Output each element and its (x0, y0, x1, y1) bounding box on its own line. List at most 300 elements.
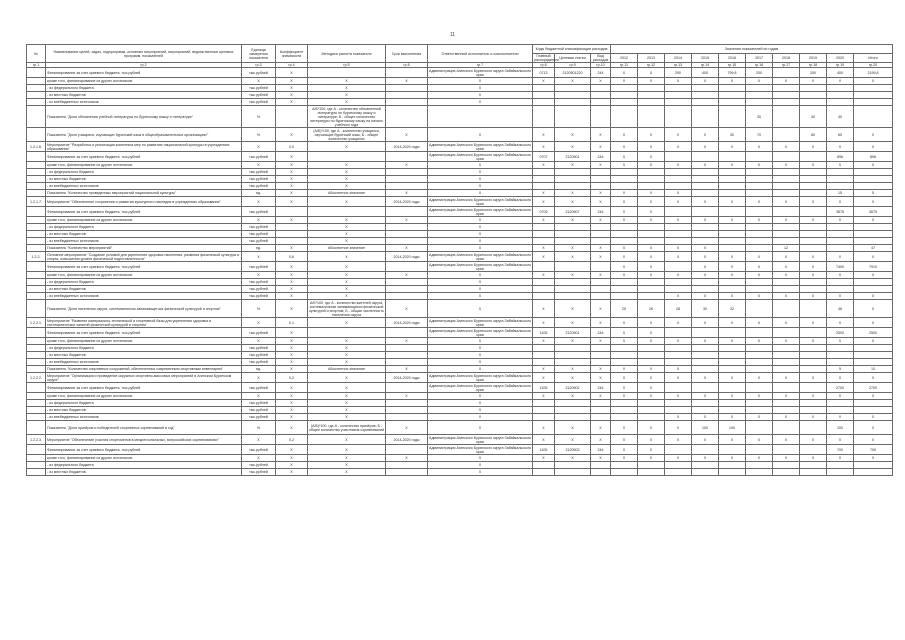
row-year-value: 32 (719, 300, 746, 318)
row-csr-code: X (555, 366, 591, 373)
row-deadline (386, 224, 428, 231)
column-number: гр.8 (533, 63, 555, 68)
row-executor: X (428, 78, 533, 85)
row-number (27, 231, 46, 238)
row-year-value (773, 128, 800, 142)
row-deadline: X (386, 128, 428, 142)
row-name: Мероприятие "Обеспечение сохранения и развития культурного наследия в учреждениях образования" (46, 197, 242, 207)
row-method: Абсолютное значение (308, 190, 386, 197)
row-year-value: X (827, 78, 854, 85)
row-csr-code: 2120503 (555, 445, 591, 455)
row-name: - из внебюджетных источников (46, 238, 242, 245)
row-year-value (800, 231, 827, 238)
row-year-value (746, 169, 773, 176)
row-year-value (746, 366, 773, 373)
row-year-value (773, 207, 800, 217)
row-year-value (827, 462, 854, 469)
row-name: Показатель "Доля призёров и победителей спортивных соревнований в год" (46, 421, 242, 435)
row-total-value (854, 231, 893, 238)
row-number (27, 217, 46, 224)
row-year-value: 896 (827, 152, 854, 162)
row-unit: тыс.рублей (242, 231, 276, 238)
row-year-value: X (611, 78, 638, 85)
column-number: гр.12 (638, 63, 665, 68)
row-method: X (308, 162, 386, 169)
row-year-value (611, 92, 638, 99)
row-unit: тыс.рублей (242, 279, 276, 286)
row-year-value (827, 238, 854, 245)
row-year-value (827, 279, 854, 286)
row-year-value (746, 462, 773, 469)
row-year-value: X (665, 393, 692, 400)
row-year-value: 0 (773, 262, 800, 272)
row-executor: Администрация Агинского Бурятского округа Забайкальского края (429, 207, 531, 216)
row-csr-code (555, 352, 591, 359)
row-vr-code (591, 407, 611, 414)
row-ppp-code (533, 469, 555, 476)
row-year-value: 0 (692, 414, 719, 421)
row-coefficient: X (276, 407, 308, 414)
row-vr-code (591, 414, 611, 421)
row-coefficient: X (276, 462, 308, 469)
table-row (27, 207, 893, 217)
row-coefficient: X (276, 152, 308, 162)
row-year-value: 200 (746, 68, 773, 78)
row-year-value (692, 383, 719, 393)
row-year-value: X (638, 455, 665, 462)
header-year: 2012 (611, 54, 638, 63)
row-year-value (773, 400, 800, 407)
table-row (27, 92, 893, 99)
row-deadline (386, 183, 428, 190)
row-deadline: X (386, 393, 428, 400)
row-csr-code: 2120501 (555, 328, 591, 338)
row-deadline: X (386, 366, 428, 373)
column-number: гр.9 (555, 63, 591, 68)
row-total-value: X (854, 393, 893, 400)
row-coefficient: X (276, 162, 308, 169)
row-deadline: X (386, 190, 428, 197)
row-deadline (386, 68, 428, 78)
row-year-value (746, 92, 773, 99)
row-deadline (386, 414, 428, 421)
row-unit: тыс.рублей (242, 352, 276, 359)
row-executor: Администрация Агинского Бурятского округа Забайкальского края (429, 328, 531, 337)
row-year-value (638, 400, 665, 407)
row-year-value: X (773, 435, 800, 445)
header-year: 2018 (773, 54, 800, 63)
row-year-value: X (665, 252, 692, 262)
row-vr-code: X (591, 366, 611, 373)
row-total-value: 2500 (854, 328, 893, 338)
table-row (27, 445, 893, 455)
row-name: кроме того, финансирование из других источников: (46, 455, 242, 462)
row-name: Финансирование за счет краевого бюджета, тыс.рублей (46, 152, 242, 162)
row-number (27, 262, 46, 272)
row-csr-code (555, 462, 591, 469)
row-year-value (611, 183, 638, 190)
row-unit: тыс.рублей (242, 238, 276, 245)
row-year-value (692, 400, 719, 407)
row-year-value: X (719, 338, 746, 345)
row-name: Финансирование за счет краевого бюджета, тыс.рублей (46, 328, 242, 338)
row-year-value (746, 359, 773, 366)
row-year-value (773, 445, 800, 455)
row-total-value (854, 85, 893, 92)
row-year-value: X (638, 445, 665, 455)
row-csr-code: X (555, 190, 591, 197)
row-unit: % (242, 128, 276, 142)
row-year-value: 100 (827, 421, 854, 435)
row-csr-code: X (555, 197, 591, 207)
row-year-value (719, 345, 746, 352)
row-vr-code: X (591, 217, 611, 224)
row-year-value (638, 462, 665, 469)
row-method: X (308, 469, 386, 476)
row-year-value (746, 352, 773, 359)
header-coef: Коэффициент значимости (276, 45, 308, 63)
row-year-value (638, 183, 665, 190)
row-year-value: X (746, 318, 773, 328)
row-year-value: X (638, 68, 665, 78)
row-year-value (746, 286, 773, 293)
row-vr-code: X (591, 197, 611, 207)
table-row (27, 99, 893, 106)
row-year-value: X (692, 78, 719, 85)
row-deadline (386, 279, 428, 286)
row-total-value: X (854, 455, 893, 462)
row-coefficient: X (276, 245, 308, 252)
row-year-value (665, 92, 692, 99)
row-number (27, 224, 46, 231)
row-number (27, 383, 46, 393)
row-name: - из местных бюджетов (46, 176, 242, 183)
row-year-value: X (746, 197, 773, 207)
row-year-value (692, 207, 719, 217)
row-method (308, 207, 386, 217)
row-executor: Администрация Агинского Бурятского округа Забайкальского края (429, 445, 531, 454)
row-year-value: 0 (827, 414, 854, 421)
table-row (27, 400, 893, 407)
row-year-value (692, 279, 719, 286)
row-deadline (386, 262, 428, 272)
row-year-value: X (827, 142, 854, 152)
row-year-value (719, 169, 746, 176)
row-year-value (719, 407, 746, 414)
row-number (27, 183, 46, 190)
row-method: X (308, 352, 386, 359)
row-year-value: X (638, 207, 665, 217)
row-year-value: 100 (719, 421, 746, 435)
row-executor: X (428, 279, 533, 286)
row-year-value (611, 359, 638, 366)
row-year-value (746, 469, 773, 476)
row-year-value: 400 (692, 68, 719, 78)
row-ppp-code: X (533, 338, 555, 345)
row-year-value (611, 169, 638, 176)
row-year-value: X (611, 68, 638, 78)
row-number (27, 279, 46, 286)
row-csr-code (555, 106, 591, 128)
row-coefficient: X (276, 293, 308, 300)
row-vr-code: X (591, 300, 611, 318)
row-name: Показатель "Доля учащихся, изучающих бурятский язык в общеобразовательных организациях" (46, 128, 242, 142)
row-year-value (827, 224, 854, 231)
row-year-value: X (719, 318, 746, 328)
row-year-value (773, 328, 800, 338)
table-row (27, 455, 893, 462)
row-year-value: X (611, 262, 638, 272)
row-year-value: X (611, 272, 638, 279)
row-csr-code (555, 345, 591, 352)
table-row (27, 345, 893, 352)
row-unit: тыс.рублей (242, 224, 276, 231)
row-year-value: X (746, 78, 773, 85)
row-year-value: 70 (746, 128, 773, 142)
row-coefficient: X (276, 400, 308, 407)
row-year-value (638, 224, 665, 231)
row-number (27, 393, 46, 400)
row-year-value: X (746, 217, 773, 224)
row-csr-code: X (555, 393, 591, 400)
row-year-value (827, 169, 854, 176)
row-year-value (665, 224, 692, 231)
row-total-value: X (854, 197, 893, 207)
row-year-value: 30 (746, 106, 773, 128)
row-ppp-code: X (533, 455, 555, 462)
row-vr-code: X (591, 373, 611, 383)
row-year-value (719, 366, 746, 373)
row-executor: X (428, 128, 533, 142)
row-year-value: 5 (827, 366, 854, 373)
row-year-value (773, 407, 800, 414)
row-coefficient: X (276, 366, 308, 373)
header-year: 2017 (746, 54, 773, 63)
row-vr-code: X (591, 128, 611, 142)
row-vr-code (591, 469, 611, 476)
row-year-value: X (773, 252, 800, 262)
row-year-value (638, 176, 665, 183)
row-executor: X (428, 245, 533, 252)
row-year-value (773, 421, 800, 435)
row-year-value (719, 85, 746, 92)
row-total-value (854, 469, 893, 476)
row-csr-code: X (555, 300, 591, 318)
row-year-value: 200 (800, 68, 827, 78)
row-number (27, 414, 46, 421)
row-coefficient: 0,2 (276, 373, 308, 383)
row-deadline (386, 85, 428, 92)
row-method: X (308, 383, 386, 393)
table-row (27, 414, 893, 421)
row-year-value: X (746, 162, 773, 169)
row-year-value (800, 238, 827, 245)
row-unit: X (242, 373, 276, 383)
row-year-value (800, 400, 827, 407)
row-year-value (665, 359, 692, 366)
row-deadline: X (386, 162, 428, 169)
row-year-value (638, 169, 665, 176)
row-method: X (308, 286, 386, 293)
row-deadline (386, 106, 428, 128)
row-coefficient: X (276, 197, 308, 207)
row-total-value: 2199,8 (854, 68, 893, 78)
row-ppp-code: X (533, 272, 555, 279)
row-year-value (719, 238, 746, 245)
row-unit: ед. (242, 190, 276, 197)
row-method: X (308, 99, 386, 106)
row-coefficient: X (276, 78, 308, 85)
row-year-value: X (611, 366, 638, 373)
row-name: Показатель "Доля населения округа, систематически занимающегося физической культурой и спортом" (46, 300, 242, 318)
row-unit: X (242, 78, 276, 85)
column-number: гр.4 (276, 63, 308, 68)
column-number: гр.14 (692, 63, 719, 68)
row-year-value: X (611, 252, 638, 262)
row-ppp-code (533, 169, 555, 176)
row-vr-code (591, 231, 611, 238)
column-number: гр.3 (242, 63, 276, 68)
row-method: Абсолютное значение (308, 245, 386, 252)
row-year-value (746, 207, 773, 217)
row-csr-code: X (555, 455, 591, 462)
row-number (27, 272, 46, 279)
row-year-value (746, 300, 773, 318)
row-coefficient: X (276, 99, 308, 106)
row-year-value: X (827, 217, 854, 224)
row-coefficient: 0,1 (276, 318, 308, 328)
row-ppp-code: X (533, 245, 555, 252)
row-year-value: X (611, 217, 638, 224)
row-deadline (386, 352, 428, 359)
row-name: Мероприятие "Организация и проведение окружных спортивно-массовых мероприятий в Агинском Бурятском округе" (46, 373, 242, 383)
row-unit: тыс.рублей (242, 383, 276, 393)
row-coefficient: X (276, 217, 308, 224)
row-method: X (308, 435, 386, 445)
row-number: 1.2.2. (27, 252, 46, 262)
row-unit: тыс.рублей (242, 445, 276, 455)
row-year-value (665, 279, 692, 286)
row-year-value (611, 238, 638, 245)
row-year-value (773, 106, 800, 128)
row-vr-code (591, 99, 611, 106)
row-coefficient: X (276, 414, 308, 421)
row-coefficient: X (276, 359, 308, 366)
row-year-value: X (719, 78, 746, 85)
row-unit: тыс.рублей (242, 414, 276, 421)
row-year-value (746, 152, 773, 162)
row-year-value: X (692, 217, 719, 224)
table-row (27, 245, 893, 252)
column-number: гр.11 (611, 63, 638, 68)
row-year-value (800, 300, 827, 318)
row-vr-code: X (591, 162, 611, 169)
row-total-value: 7910 (854, 262, 893, 272)
row-vr-code (591, 106, 611, 128)
row-year-value (692, 469, 719, 476)
row-unit: тыс.рублей (242, 359, 276, 366)
row-coefficient: X (276, 300, 308, 318)
row-coefficient (276, 231, 308, 238)
row-year-value: X (827, 252, 854, 262)
row-year-value (800, 445, 827, 455)
row-year-value: 100 (692, 421, 719, 435)
row-year-value: X (692, 162, 719, 169)
row-executor: X (428, 176, 533, 183)
row-total-value (854, 462, 893, 469)
row-year-value: X (719, 162, 746, 169)
row-year-value: X (827, 162, 854, 169)
row-year-value (746, 183, 773, 190)
row-method: X (308, 407, 386, 414)
row-unit: тыс.рублей (242, 68, 276, 78)
table-row (27, 85, 893, 92)
row-year-value: X (611, 383, 638, 393)
row-method: X (308, 462, 386, 469)
row-executor: Администрация Агинского Бурятского округа Забайкальского края (429, 68, 531, 77)
row-year-value (611, 345, 638, 352)
row-year-value: X (638, 393, 665, 400)
row-number (27, 421, 46, 435)
row-year-value: X (800, 272, 827, 279)
row-year-value: X (692, 245, 719, 252)
row-ppp-code (533, 106, 555, 128)
row-year-value: X (611, 207, 638, 217)
row-ppp-code (533, 279, 555, 286)
row-year-value: X (746, 373, 773, 383)
row-year-value: 2500 (827, 328, 854, 338)
row-executor: Администрация Агинского Бурятского округа Забайкальского края (429, 318, 531, 327)
row-ppp-code (533, 345, 555, 352)
row-method: X (308, 393, 386, 400)
row-year-value (638, 279, 665, 286)
row-unit: X (242, 338, 276, 345)
row-ppp-code: 1105 (533, 383, 555, 393)
row-coefficient: X (276, 176, 308, 183)
row-unit: X (242, 272, 276, 279)
row-year-value (773, 462, 800, 469)
row-method: Абсолютное значение (308, 366, 386, 373)
row-name: Мероприятие "Развитие материально-технической и спортивной базы для укрепления здоровья и систематических занятий физической культурой и спортом" (46, 318, 242, 328)
row-year-value (665, 445, 692, 455)
table-row (27, 352, 893, 359)
row-year-value: X (827, 455, 854, 462)
row-year-value: X (773, 272, 800, 279)
row-year-value (800, 224, 827, 231)
row-unit: тыс.рублей (242, 99, 276, 106)
row-unit: X (242, 455, 276, 462)
row-year-value (611, 407, 638, 414)
row-year-value: X (611, 435, 638, 445)
row-name: кроме того, финансирование из других источников: (46, 393, 242, 400)
row-year-value: X (611, 245, 638, 252)
row-unit: тыс.рублей (242, 345, 276, 352)
column-number: гр.5 (308, 63, 386, 68)
row-year-value: X (665, 435, 692, 445)
row-executor: Администрация Агинского Бурятского округа Забайкальского края (429, 152, 531, 161)
row-year-value: X (611, 373, 638, 383)
row-method: X (308, 279, 386, 286)
row-year-value (719, 106, 746, 128)
table-row (27, 407, 893, 414)
row-executor: X (428, 359, 533, 366)
row-executor: Администрация Агинского Бурятского округа Забайкальского края (429, 197, 531, 206)
row-coefficient: X (276, 169, 308, 176)
row-year-value (746, 407, 773, 414)
row-year-value: X (638, 252, 665, 262)
row-year-value (746, 190, 773, 197)
row-year-value (827, 99, 854, 106)
